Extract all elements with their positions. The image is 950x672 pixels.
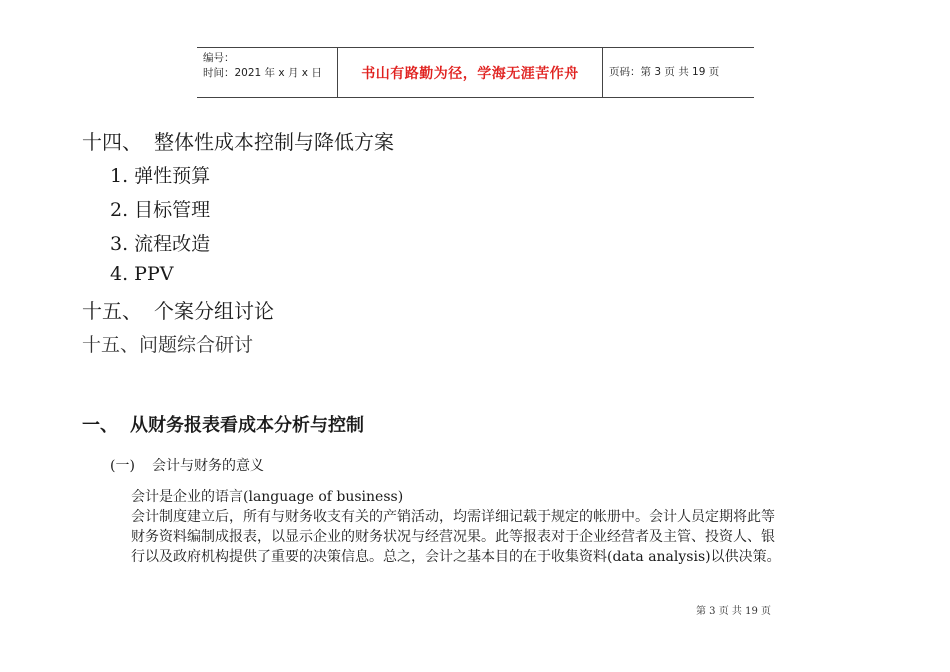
- toc-item-15-text: 个案分组讨论: [154, 299, 274, 323]
- toc-item-15-number: 十五、: [82, 299, 142, 323]
- toc-sub-4: 4. PPV: [110, 263, 174, 285]
- time-label: 时间：2021 年 x 月 x 日: [203, 67, 322, 79]
- toc-item-15: [82, 295, 274, 324]
- toc-item-15b: 十五、问题综合研讨: [82, 334, 254, 356]
- toc-item-14-number: 十四、: [82, 130, 142, 154]
- subsection-number: (一): [110, 458, 135, 474]
- toc-sub-3: 3. 流程改造: [110, 233, 211, 255]
- paragraph-line-2: 会计制度建立后，所有与财务收支有关的产销活动，均需详细记载于规定的帐册中。会计人员定期将此等: [131, 509, 775, 525]
- paragraph-line-3: 财务资料编制成报表，以显示企业的财务状况与经营况果。此等报表对于企业经营者及主管、投资人、银: [131, 529, 775, 545]
- paragraph-line-4: 行以及政府机构提供了重要的决策信息。总之，会计之基本目的在于收集资料(data analysis)以供决策。: [131, 549, 781, 565]
- subsection-heading: [110, 455, 264, 475]
- motto-text: 书山有路勤为径，学海无涯苦作舟: [361, 65, 579, 82]
- header-motto-cell: [338, 48, 603, 97]
- number-label: 编号：: [203, 52, 235, 64]
- section-title: 从财务报表看成本分析与控制: [130, 415, 364, 436]
- page-footer: 第 3 页 共 19 页: [696, 606, 771, 617]
- subsection-title: 会计与财务的意义: [152, 458, 264, 474]
- header-right-cell: [603, 48, 754, 97]
- toc-sub-2: 2. 目标管理: [110, 199, 211, 221]
- toc-sub-1: 1. 弹性预算: [110, 165, 211, 187]
- toc-item-14-text: 整体性成本控制与降低方案: [154, 130, 394, 154]
- paragraph-line-1: 会计是企业的语言(language of business): [131, 489, 404, 505]
- toc-item-14: [82, 126, 394, 155]
- page-label: 页码：第 3 页 共 19 页: [609, 66, 720, 78]
- page-header-table: [197, 47, 754, 98]
- header-left-cell: [197, 48, 338, 97]
- section-number: 一、: [82, 415, 118, 436]
- section-heading: [82, 411, 364, 437]
